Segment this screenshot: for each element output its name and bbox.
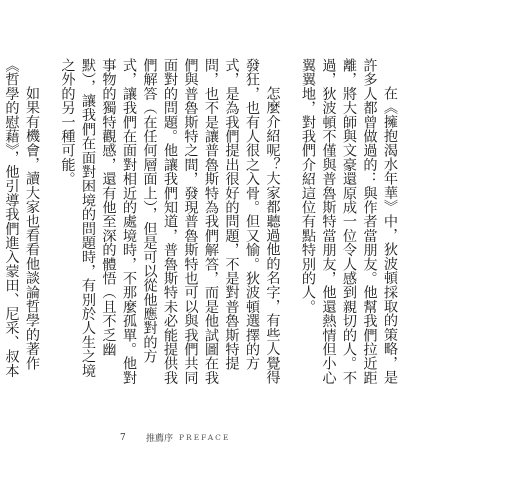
paragraph-gap — [42, 58, 57, 388]
vertical-text-body — [3, 58, 400, 388]
paragraph-gap — [283, 58, 298, 388]
section-title: 推薦序 — [146, 434, 174, 444]
page-footer — [120, 431, 230, 444]
paragraph-1: 在《擁抱渴水年華》中，狄波頓採取的策略，是許多人都曾做過的：與作者當朋友。他幫我們拉近距離，將大師與文豪還原成一位令人感到親切的人。不過，狄波頓不僅與普魯斯特當朋友，他還熱情但小心翼翼地，對我們介紹這位有點特別的人。 — [300, 58, 398, 385]
paragraph-3: 如果有機會，讀大家也看看他談論哲學的著作《哲學的慰藉》，他引導我們進入蒙田、尼采、叔本 — [3, 58, 40, 378]
paragraph-2: 怎麼介紹呢？大家都聽過他的名字，有些人覺得發狂，也有人很之入骨。但又愉。狄波頓選擇的方式，是為我們提出很好的問題，不是對普魯斯特提問，也不是讓普魯斯特為我們解答，而是他試圖在我們與普魯斯特之間，發現普魯斯特也可以與我們共同面對的問題。他讓我們知道，普魯斯特未必能提供我們解答（在任何層面上），但是可以從他應對的方式，讓我們在面對相近的處境時，不那麼孤單。他對事物的獨特觀感，還有他至深的體悟（且不乏幽默），讓我們在面對困境的問題時，有別於人生之境之外的另一種可能。 — [59, 58, 281, 385]
page-number: 7 — [120, 432, 126, 443]
section-title-english: PREFACE — [179, 433, 231, 442]
